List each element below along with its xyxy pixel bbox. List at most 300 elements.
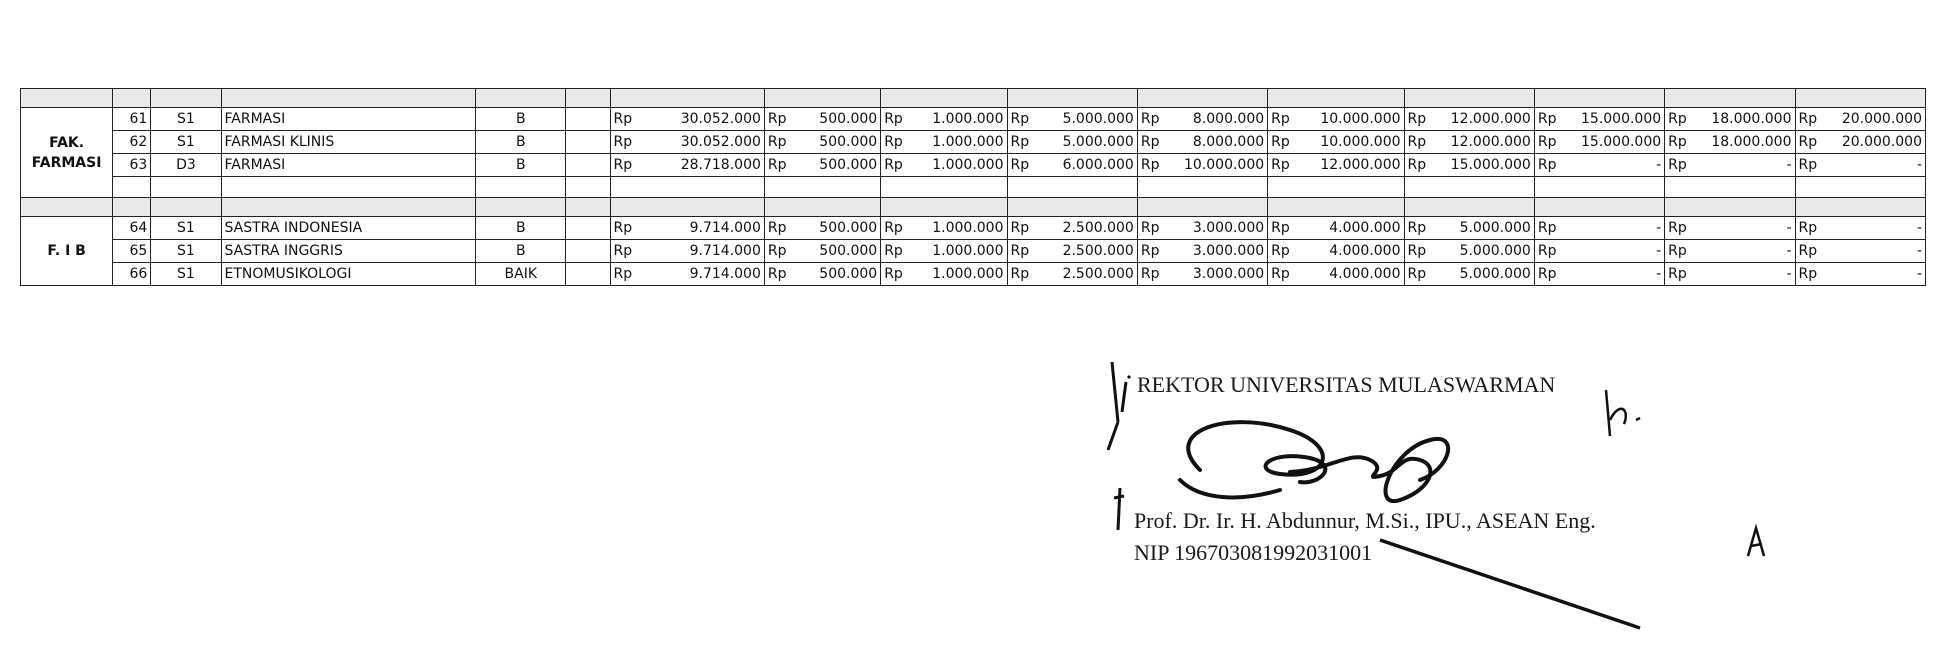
fee-value: 500.000 bbox=[819, 220, 878, 236]
header-cell bbox=[1795, 89, 1926, 108]
fee-cell bbox=[1007, 154, 1137, 177]
fee-amount bbox=[1668, 218, 1791, 238]
currency-label: Rp bbox=[1668, 266, 1687, 282]
header-cell bbox=[1268, 198, 1404, 217]
study-program: ETNOMUSIKOLOGI bbox=[221, 263, 476, 286]
fee-amount bbox=[1668, 264, 1791, 284]
currency-label: Rp bbox=[1407, 243, 1427, 259]
fee-amount bbox=[1011, 218, 1134, 238]
currency-label: Rp bbox=[767, 157, 787, 173]
empty-cell bbox=[566, 108, 610, 131]
fee-cell bbox=[1137, 154, 1267, 177]
header-cell bbox=[476, 198, 566, 217]
fee-amount bbox=[1408, 241, 1531, 261]
currency-label: Rp bbox=[1407, 266, 1427, 282]
fee-amount bbox=[884, 241, 1003, 261]
fee-amount bbox=[1408, 218, 1531, 238]
fee-cell bbox=[881, 263, 1007, 286]
fee-amount bbox=[1538, 241, 1661, 261]
fee-cell bbox=[1795, 217, 1926, 240]
fee-value: 4.000.000 bbox=[1329, 220, 1401, 236]
fee-cell bbox=[1137, 217, 1267, 240]
currency-label: Rp bbox=[1010, 220, 1030, 236]
fee-cell bbox=[1268, 154, 1404, 177]
header-cell bbox=[566, 198, 610, 217]
currency-label: Rp bbox=[1668, 157, 1687, 173]
header-cell bbox=[1534, 198, 1664, 217]
initial-mark-left-icon bbox=[1104, 352, 1144, 452]
fee-cell bbox=[1268, 240, 1404, 263]
fee-value: 5.000.000 bbox=[1062, 111, 1134, 127]
currency-label: Rp bbox=[767, 266, 787, 282]
fee-value: 30.052.000 bbox=[680, 134, 761, 150]
rector-title: REKTOR UNIVERSITAS MULASWARMAN bbox=[1137, 372, 1556, 397]
empty-cell bbox=[566, 131, 610, 154]
empty-cell bbox=[566, 154, 610, 177]
header-cell bbox=[221, 89, 476, 108]
currency-label: Rp bbox=[1140, 243, 1160, 259]
fee-cell bbox=[1534, 108, 1664, 131]
accreditation: B bbox=[476, 217, 566, 240]
header-cell bbox=[1268, 89, 1404, 108]
fee-cell bbox=[1795, 240, 1926, 263]
fee-value: 5.000.000 bbox=[1459, 266, 1531, 282]
table-row bbox=[21, 131, 1926, 154]
fee-value: 1.000.000 bbox=[932, 134, 1004, 150]
fee-amount bbox=[1271, 218, 1400, 238]
fee-value: 500.000 bbox=[819, 157, 878, 173]
header-cell bbox=[1534, 89, 1664, 108]
header-cell bbox=[476, 89, 566, 108]
fee-value: - bbox=[1786, 243, 1792, 259]
currency-label: Rp bbox=[613, 266, 633, 282]
fee-cell bbox=[1137, 108, 1267, 131]
row-number: 66 bbox=[113, 263, 151, 286]
header-cell bbox=[1665, 198, 1795, 217]
currency-label: Rp bbox=[1537, 134, 1557, 150]
fee-value: 2.500.000 bbox=[1062, 220, 1134, 236]
study-program: SASTRA INGGRIS bbox=[221, 240, 476, 263]
fee-cell bbox=[1007, 217, 1137, 240]
fee-cell bbox=[1404, 154, 1534, 177]
fee-value: 20.000.000 bbox=[1841, 111, 1922, 127]
fee-value: - bbox=[1786, 220, 1792, 236]
fee-amount bbox=[768, 241, 877, 261]
empty-cell bbox=[1665, 177, 1795, 198]
fee-amount bbox=[1799, 155, 1923, 175]
currency-label: Rp bbox=[1140, 220, 1160, 236]
fee-cell bbox=[881, 217, 1007, 240]
header-cell bbox=[610, 198, 764, 217]
table-row bbox=[21, 217, 1926, 240]
fee-amount bbox=[614, 155, 761, 175]
empty-cell bbox=[881, 177, 1007, 198]
fee-value: 500.000 bbox=[819, 243, 878, 259]
currency-label: Rp bbox=[767, 243, 787, 259]
degree-level: D3 bbox=[151, 154, 221, 177]
currency-label: Rp bbox=[1798, 134, 1818, 150]
currency-label: Rp bbox=[884, 266, 903, 282]
fee-amount bbox=[614, 264, 761, 284]
fee-value: 2.500.000 bbox=[1062, 266, 1134, 282]
fee-amount bbox=[1799, 241, 1923, 261]
header-cell bbox=[764, 198, 880, 217]
fee-value: 15.000.000 bbox=[1581, 111, 1662, 127]
row-number: 61 bbox=[113, 108, 151, 131]
fee-amount bbox=[1271, 264, 1400, 284]
fee-value: 4.000.000 bbox=[1329, 266, 1401, 282]
header-cell bbox=[1795, 198, 1926, 217]
fee-amount bbox=[1141, 241, 1264, 261]
study-program: FARMASI bbox=[221, 154, 476, 177]
fee-amount bbox=[884, 155, 1003, 175]
currency-label: Rp bbox=[613, 134, 633, 150]
currency-label: Rp bbox=[1271, 243, 1290, 259]
fee-value: 30.052.000 bbox=[680, 111, 761, 127]
fee-cell bbox=[764, 108, 880, 131]
header-cell bbox=[113, 89, 151, 108]
fee-value: 3.000.000 bbox=[1192, 243, 1265, 259]
currency-label: Rp bbox=[613, 220, 633, 236]
fee-cell bbox=[764, 263, 880, 286]
fee-cell bbox=[1665, 240, 1795, 263]
empty-cell bbox=[221, 177, 476, 198]
fee-amount bbox=[1799, 218, 1923, 238]
table-row bbox=[21, 108, 1926, 131]
fee-amount bbox=[614, 218, 761, 238]
currency-label: Rp bbox=[1010, 157, 1030, 173]
fee-amount bbox=[1799, 264, 1923, 284]
fee-value: - bbox=[1916, 243, 1922, 259]
currency-label: Rp bbox=[1140, 134, 1160, 150]
fee-amount bbox=[1538, 132, 1661, 152]
accreditation: B bbox=[476, 131, 566, 154]
fee-cell bbox=[1007, 108, 1137, 131]
currency-label: Rp bbox=[613, 157, 633, 173]
degree-level: S1 bbox=[151, 217, 221, 240]
currency-label: Rp bbox=[1140, 157, 1160, 173]
degree-level: S1 bbox=[151, 263, 221, 286]
currency-label: Rp bbox=[884, 157, 903, 173]
fee-value: 28.718.000 bbox=[680, 157, 761, 173]
fee-value: 20.000.000 bbox=[1841, 134, 1922, 150]
currency-label: Rp bbox=[1798, 220, 1818, 236]
empty-cell bbox=[1007, 177, 1137, 198]
fee-amount bbox=[614, 132, 761, 152]
header-cell bbox=[1007, 89, 1137, 108]
header-cell bbox=[566, 89, 610, 108]
row-number: 63 bbox=[113, 154, 151, 177]
fee-amount bbox=[1141, 155, 1264, 175]
fee-amount bbox=[1799, 132, 1923, 152]
empty-cell bbox=[1268, 177, 1404, 198]
fee-cell bbox=[1534, 154, 1664, 177]
fee-value: - bbox=[1656, 157, 1662, 173]
currency-label: Rp bbox=[1668, 243, 1687, 259]
fee-value: 500.000 bbox=[819, 266, 878, 282]
fee-amount bbox=[1408, 264, 1531, 284]
header-cell bbox=[1404, 89, 1534, 108]
currency-label: Rp bbox=[1140, 111, 1160, 127]
fee-value: - bbox=[1916, 220, 1922, 236]
currency-label: Rp bbox=[884, 134, 903, 150]
fee-value: 1.000.000 bbox=[932, 111, 1004, 127]
empty-cell bbox=[764, 177, 880, 198]
fee-cell bbox=[1404, 217, 1534, 240]
fee-value: - bbox=[1786, 157, 1792, 173]
currency-label: Rp bbox=[1271, 266, 1290, 282]
currency-label: Rp bbox=[613, 111, 633, 127]
fee-amount bbox=[1538, 218, 1661, 238]
fee-amount bbox=[884, 218, 1003, 238]
currency-label: Rp bbox=[1140, 266, 1160, 282]
empty-cell bbox=[151, 177, 221, 198]
rector-nip: NIP 196703081992031001 bbox=[1134, 540, 1373, 565]
currency-label: Rp bbox=[1010, 266, 1030, 282]
fee-amount bbox=[1271, 241, 1400, 261]
blank-row bbox=[21, 177, 1926, 198]
fee-value: 4.000.000 bbox=[1329, 243, 1401, 259]
study-program: FARMASI KLINIS bbox=[221, 131, 476, 154]
fee-cell bbox=[1404, 108, 1534, 131]
fee-cell bbox=[610, 263, 764, 286]
fee-cell bbox=[1665, 217, 1795, 240]
empty-cell bbox=[1534, 177, 1664, 198]
fee-amount bbox=[1011, 132, 1134, 152]
empty-cell bbox=[566, 177, 610, 198]
fee-amount bbox=[768, 155, 877, 175]
table-row bbox=[21, 263, 1926, 286]
fee-amount bbox=[1141, 109, 1264, 129]
currency-label: Rp bbox=[1010, 111, 1030, 127]
empty-cell bbox=[1137, 177, 1267, 198]
fee-value: 10.000.000 bbox=[1184, 157, 1265, 173]
fee-amount bbox=[1668, 132, 1791, 152]
currency-label: Rp bbox=[1668, 111, 1687, 127]
study-program: FARMASI bbox=[221, 108, 476, 131]
faculty-cell: FAK. FARMASI bbox=[21, 108, 113, 198]
fee-cell bbox=[1007, 131, 1137, 154]
empty-cell bbox=[113, 177, 151, 198]
fee-value: 12.000.000 bbox=[1450, 134, 1531, 150]
fee-amount bbox=[768, 109, 877, 129]
fee-value: 1.000.000 bbox=[932, 266, 1004, 282]
currency-label: Rp bbox=[1798, 266, 1818, 282]
empty-cell bbox=[566, 240, 610, 263]
empty-cell bbox=[566, 263, 610, 286]
fee-cell bbox=[1007, 240, 1137, 263]
fee-cell bbox=[610, 154, 764, 177]
fee-cell bbox=[1137, 131, 1267, 154]
currency-label: Rp bbox=[767, 111, 787, 127]
fee-cell bbox=[1795, 131, 1926, 154]
fee-cell bbox=[764, 154, 880, 177]
section-header-row bbox=[21, 198, 1926, 217]
currency-label: Rp bbox=[1010, 243, 1030, 259]
fee-cell bbox=[1534, 131, 1664, 154]
fee-cell bbox=[764, 217, 880, 240]
fee-cell bbox=[1137, 263, 1267, 286]
fee-amount bbox=[1538, 155, 1661, 175]
currency-label: Rp bbox=[1271, 111, 1290, 127]
fee-value: 2.500.000 bbox=[1062, 243, 1134, 259]
fee-value: 8.000.000 bbox=[1192, 134, 1265, 150]
currency-label: Rp bbox=[613, 243, 633, 259]
fee-value: 15.000.000 bbox=[1450, 157, 1531, 173]
empty-cell bbox=[1795, 177, 1926, 198]
currency-label: Rp bbox=[1407, 111, 1427, 127]
fee-cell bbox=[881, 108, 1007, 131]
fee-amount bbox=[884, 109, 1003, 129]
fee-cell bbox=[1268, 217, 1404, 240]
header-cell bbox=[610, 89, 764, 108]
currency-label: Rp bbox=[1271, 134, 1290, 150]
fee-cell bbox=[1007, 263, 1137, 286]
fee-cell bbox=[1404, 263, 1534, 286]
currency-label: Rp bbox=[1798, 243, 1818, 259]
fee-value: 3.000.000 bbox=[1192, 266, 1265, 282]
currency-label: Rp bbox=[1407, 134, 1427, 150]
fee-value: - bbox=[1916, 157, 1922, 173]
fee-cell bbox=[764, 240, 880, 263]
currency-label: Rp bbox=[1798, 157, 1818, 173]
fee-value: 9.714.000 bbox=[689, 266, 761, 282]
fee-value: 8.000.000 bbox=[1192, 111, 1265, 127]
fee-amount bbox=[614, 109, 761, 129]
degree-level: S1 bbox=[151, 131, 221, 154]
fee-value: 500.000 bbox=[819, 134, 878, 150]
fee-cell bbox=[1665, 263, 1795, 286]
currency-label: Rp bbox=[1537, 111, 1557, 127]
empty-cell bbox=[476, 177, 566, 198]
header-cell bbox=[764, 89, 880, 108]
fee-amount bbox=[1271, 155, 1400, 175]
fee-amount bbox=[1011, 155, 1134, 175]
fee-value: 15.000.000 bbox=[1581, 134, 1662, 150]
fee-cell bbox=[1665, 108, 1795, 131]
fee-value: - bbox=[1656, 243, 1662, 259]
fee-value: 500.000 bbox=[819, 111, 878, 127]
fee-cell bbox=[1137, 240, 1267, 263]
fee-value: - bbox=[1916, 266, 1922, 282]
fee-value: 1.000.000 bbox=[932, 157, 1004, 173]
fee-value: 12.000.000 bbox=[1320, 157, 1401, 173]
currency-label: Rp bbox=[1668, 134, 1687, 150]
fee-cell bbox=[881, 131, 1007, 154]
accreditation: B bbox=[476, 240, 566, 263]
fee-cell bbox=[1404, 240, 1534, 263]
currency-label: Rp bbox=[1407, 220, 1427, 236]
fee-cell bbox=[1268, 263, 1404, 286]
fee-cell bbox=[1268, 108, 1404, 131]
fee-cell bbox=[1268, 131, 1404, 154]
currency-label: Rp bbox=[1537, 157, 1557, 173]
fee-value: 5.000.000 bbox=[1062, 134, 1134, 150]
fee-value: 5.000.000 bbox=[1459, 243, 1531, 259]
currency-label: Rp bbox=[1010, 134, 1030, 150]
row-number: 62 bbox=[113, 131, 151, 154]
header-cell bbox=[21, 198, 113, 217]
fee-cell bbox=[1795, 263, 1926, 286]
fee-cell bbox=[610, 240, 764, 263]
header-cell bbox=[113, 198, 151, 217]
accreditation: B bbox=[476, 154, 566, 177]
row-number: 64 bbox=[113, 217, 151, 240]
section-header-row bbox=[21, 89, 1926, 108]
fee-value: 1.000.000 bbox=[932, 220, 1004, 236]
currency-label: Rp bbox=[1537, 243, 1557, 259]
fee-amount bbox=[1668, 241, 1791, 261]
header-cell bbox=[1665, 89, 1795, 108]
fee-value: 18.000.000 bbox=[1711, 134, 1792, 150]
fee-amount bbox=[1141, 264, 1264, 284]
fee-value: - bbox=[1786, 266, 1792, 282]
currency-label: Rp bbox=[1537, 220, 1557, 236]
fee-cell bbox=[610, 131, 764, 154]
fee-cell bbox=[881, 240, 1007, 263]
fee-value: 1.000.000 bbox=[932, 243, 1004, 259]
header-cell bbox=[1404, 198, 1534, 217]
fee-value: 9.714.000 bbox=[689, 220, 761, 236]
fee-value: 5.000.000 bbox=[1459, 220, 1531, 236]
header-cell bbox=[1137, 198, 1267, 217]
fee-amount bbox=[1668, 109, 1791, 129]
currency-label: Rp bbox=[884, 111, 903, 127]
fee-cell bbox=[1404, 131, 1534, 154]
fee-amount bbox=[1141, 218, 1264, 238]
fee-value: 3.000.000 bbox=[1192, 220, 1265, 236]
currency-label: Rp bbox=[767, 220, 787, 236]
currency-label: Rp bbox=[1668, 220, 1687, 236]
fee-cell bbox=[1534, 217, 1664, 240]
accreditation: B bbox=[476, 108, 566, 131]
empty-cell bbox=[566, 217, 610, 240]
fee-amount bbox=[1011, 109, 1134, 129]
fee-amount bbox=[1538, 109, 1661, 129]
header-cell bbox=[221, 198, 476, 217]
accreditation: BAIK bbox=[476, 263, 566, 286]
currency-label: Rp bbox=[1537, 266, 1557, 282]
fee-cell bbox=[881, 154, 1007, 177]
study-program: SASTRA INDONESIA bbox=[221, 217, 476, 240]
header-cell bbox=[151, 89, 221, 108]
fee-value: - bbox=[1656, 266, 1662, 282]
fee-cell bbox=[1665, 131, 1795, 154]
faculty-cell: F. I B bbox=[21, 217, 113, 286]
fee-cell bbox=[1534, 263, 1664, 286]
fee-value: 10.000.000 bbox=[1320, 111, 1401, 127]
fee-amount bbox=[1408, 155, 1531, 175]
fee-value: 18.000.000 bbox=[1711, 111, 1792, 127]
fee-amount bbox=[1538, 264, 1661, 284]
currency-label: Rp bbox=[884, 220, 903, 236]
fee-cell bbox=[1795, 154, 1926, 177]
empty-cell bbox=[1404, 177, 1534, 198]
fee-amount bbox=[1011, 241, 1134, 261]
fee-amount bbox=[1799, 109, 1923, 129]
fee-value: 6.000.000 bbox=[1062, 157, 1134, 173]
fee-amount bbox=[614, 241, 761, 261]
fee-amount bbox=[1408, 132, 1531, 152]
fee-cell bbox=[764, 131, 880, 154]
currency-label: Rp bbox=[767, 134, 787, 150]
empty-cell bbox=[610, 177, 764, 198]
fee-cell bbox=[1795, 108, 1926, 131]
header-cell bbox=[151, 198, 221, 217]
fee-cell bbox=[610, 108, 764, 131]
table-row bbox=[21, 154, 1926, 177]
fee-amount bbox=[1668, 155, 1791, 175]
